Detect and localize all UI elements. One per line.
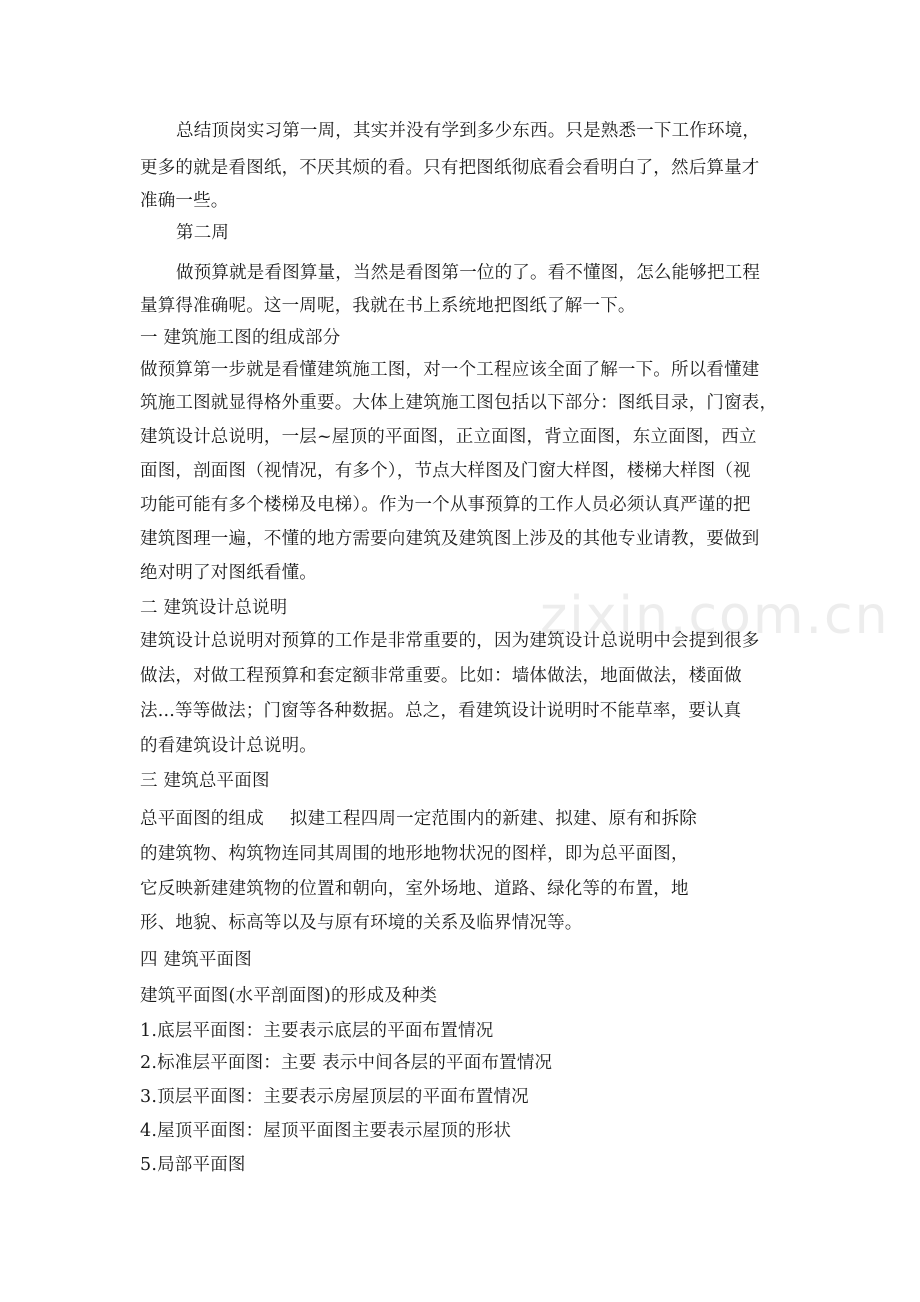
paragraph-line: 形、地貌、标高等以及与原有环境的关系及临界情况等。: [140, 913, 583, 933]
paragraph-line: 法...等等做法；门窗等各种数据。总之，看建筑设计说明时不能草率，要认真: [140, 701, 742, 721]
paragraph-line: 的建筑物、构筑物连同其周围的地形地物状况的图样，即为总平面图，: [140, 844, 689, 864]
term-definition: 拟建工程四周一定范围内的新建、拟建、原有和拆除: [289, 809, 698, 829]
list-item: 2.标准层平面图：主要 表示中间各层的平面布置情况: [140, 1053, 553, 1073]
watermark: zixin.com.cn: [540, 586, 890, 646]
paragraph-line: [140, 808, 697, 830]
list-item: 5.局部平面图: [140, 1155, 246, 1175]
paragraph-line: 建筑图理一遍，不懂的地方需要向建筑及建筑图上涉及的其他专业请教，要做到: [140, 529, 760, 549]
section-heading: 一 建筑施工图的组成部分: [140, 328, 341, 348]
paragraph-line: 总结顶岗实习第一周，其实并没有学到多少东西。只是熟悉一下工作环境，: [176, 121, 761, 141]
section-heading: 四 建筑平面图: [140, 950, 252, 970]
paragraph-line: 做法，对做工程预算和套定额非常重要。比如：墙体做法，地面做法，楼面做: [140, 666, 742, 686]
paragraph-line: 量算得准确呢。这一周呢，我就在书上系统地把图纸了解一下。: [140, 296, 636, 316]
paragraph-line: 它反映新建建筑物的位置和朝向，室外场地、道路、绿化等的布置，地: [140, 879, 689, 899]
paragraph-line: 功能可能有多个楼梯及电梯）。作为一个从事预算的工作人员必须认真严谨的把: [140, 495, 751, 515]
list-item: 3.顶层平面图：主要表示房屋顶层的平面布置情况: [140, 1087, 529, 1107]
subheading: 建筑平面图(水平剖面图)的形成及种类: [140, 986, 438, 1006]
paragraph-line: 筑施工图就显得格外重要。大体上建筑施工图包括以下部分：图纸目录，门窗表，: [140, 393, 778, 413]
paragraph-line: 的看建筑设计总说明。: [140, 736, 317, 756]
list-item: 4.屋顶平面图：屋顶平面图主要表示屋顶的形状: [140, 1121, 512, 1141]
section-heading: 二 建筑设计总说明: [140, 598, 288, 618]
paragraph-line: 做预算就是看图算量，当然是看图第一位的了。看不懂图，怎么能够把工程: [176, 263, 761, 283]
paragraph-line: 绝对明了对图纸看懂。: [140, 563, 317, 583]
paragraph-line: 面图，剖面图（视情况，有多个），节点大样图及门窗大样图，楼梯大样图（视: [140, 461, 751, 481]
paragraph-line: 建筑设计总说明对预算的工作是非常重要的，因为建筑设计总说明中会提到很多: [140, 631, 760, 651]
term-label: 总平面图的组成: [140, 809, 264, 829]
list-item: 1.底层平面图：主要表示底层的平面布置情况: [140, 1021, 494, 1041]
paragraph-line: 更多的就是看图纸，不厌其烦的看。只有把图纸彻底看会看明白了，然后算量才: [140, 158, 760, 178]
week-heading: 第二周: [176, 223, 230, 243]
paragraph-line: 建筑设计总说明，一层~屋顶的平面图，正立面图，背立面图，东立面图，西立: [140, 427, 757, 447]
section-heading: 三 建筑总平面图: [140, 771, 270, 791]
paragraph-line: 做预算第一步就是看懂建筑施工图，对一个工程应该全面了解一下。所以看懂建: [140, 360, 760, 380]
paragraph-line: 准确一些。: [140, 191, 229, 211]
